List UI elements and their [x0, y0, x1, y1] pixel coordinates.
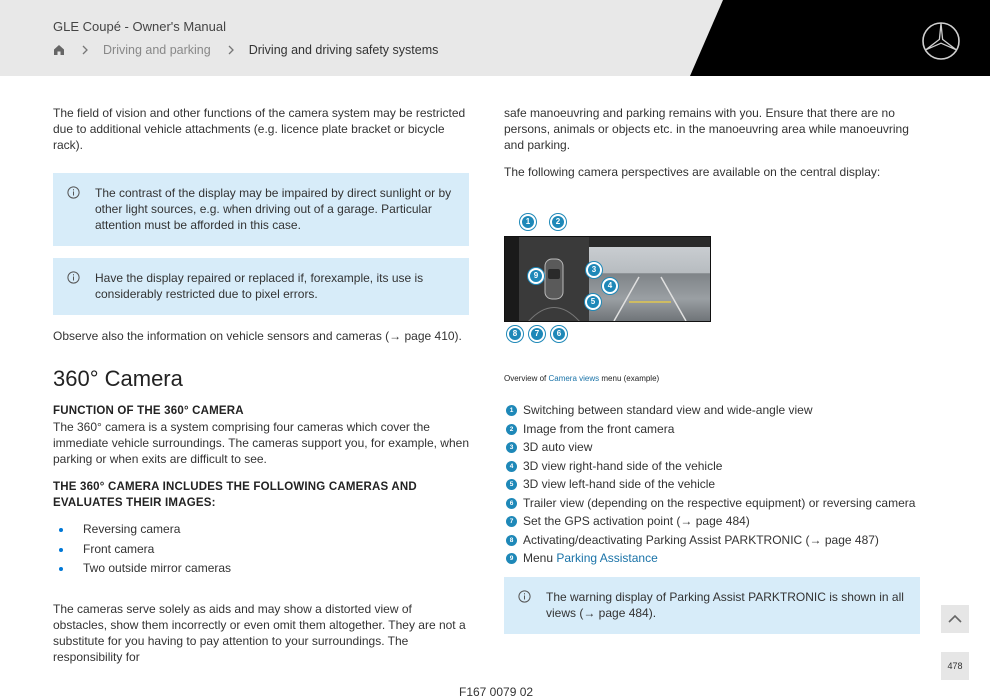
page-number-button[interactable]: 478	[941, 652, 969, 680]
display-sidebar	[505, 237, 519, 322]
caption-text: Overview of	[504, 374, 547, 383]
home-icon[interactable]	[53, 44, 65, 56]
breadcrumb	[53, 42, 438, 58]
legend-text: 3D auto view	[523, 440, 593, 454]
legend-text: Trailer view (depending on the respective equipment) or reversing camera	[523, 495, 916, 510]
figure-id: F167 0079 02	[459, 685, 534, 699]
info-icon	[518, 590, 531, 603]
right-column	[504, 105, 920, 180]
note-box-contrast	[53, 173, 469, 246]
chevron-right-icon	[227, 45, 235, 55]
function-paragraph: The 360° camera is a system comprising four cameras which cover the immediate vehicle surroundings. The cameras support you, for example, when parking or when exits are difficult to see.	[53, 420, 469, 466]
function-heading: FUNCTION OF THE 360° CAMERA	[53, 405, 244, 417]
caption-text: menu (example)	[601, 374, 660, 383]
legend-text: Menu	[523, 551, 554, 565]
callout-6: 6	[551, 326, 567, 342]
intro-paragraph: The field of vision and other functions of the camera system may be restricted due to additional vehicle attachments (e.g. licence plate bracket or bicycle rack).	[53, 106, 466, 152]
includes-heading: THE 360° CAMERA INCLUDES THE FOLLOWING CAMERAS AND EVALUATES THEIR IMAGES:	[53, 481, 417, 509]
legend-text: Image from the front camera	[523, 421, 675, 436]
callout-7: 7	[529, 326, 545, 342]
list-item: Reversing camera	[55, 520, 469, 540]
scroll-to-top-button[interactable]	[941, 605, 969, 633]
number-badge: 1	[506, 405, 517, 416]
number-badge: 4	[506, 461, 517, 472]
note-box-parktronic	[504, 577, 920, 634]
list-item	[504, 457, 924, 476]
info-icon	[67, 186, 80, 199]
callout-3: 3	[586, 262, 602, 278]
number-badge: 7	[506, 516, 517, 527]
number-badge: 3	[506, 442, 517, 453]
parking-assistance-link[interactable]: Parking Assistance	[556, 551, 658, 565]
note-text: The warning display of Parking Assist PARKTRONIC is shown in all views (→ page 484).	[546, 590, 904, 620]
breadcrumb-current: Driving and driving safety systems	[248, 43, 439, 57]
legend-text: Activating/deactivating Parking Assist PARKTRONIC (→ page 487)	[523, 532, 879, 547]
number-badge: 8	[506, 535, 517, 546]
list-item	[504, 549, 924, 568]
list-item	[504, 401, 924, 420]
number-badge: 5	[506, 479, 517, 490]
callout-2: 2	[550, 214, 566, 230]
mercedes-star-logo[interactable]	[921, 21, 961, 61]
camera-views-figure	[504, 210, 724, 350]
legend-text: 3D view right-hand side of the vehicle	[523, 458, 723, 473]
camera-list	[55, 520, 469, 579]
list-item: Front camera	[55, 540, 469, 560]
note-text: Have the display repaired or replaced if, forexample, its use is considerably restricted due to pixel errors.	[95, 271, 424, 301]
section-title: 360° Camera	[53, 366, 183, 391]
callout-5: 5	[585, 294, 601, 310]
left-column	[53, 105, 469, 665]
number-badge: 2	[506, 424, 517, 435]
page-header	[0, 0, 990, 76]
continued-paragraph: safe manoeuvring and parking remains with you. Ensure that there are no persons, animals or objects etc. in the manoeuvring area while manoeuvring and parking.	[504, 106, 909, 152]
perspectives-paragraph: The following camera perspectives are available on the central display:	[504, 165, 881, 179]
info-icon	[67, 271, 80, 284]
list-item	[504, 512, 924, 531]
list-item: Two outside mirror cameras	[55, 559, 469, 579]
callout-9: 9	[528, 268, 544, 284]
number-badge: 6	[506, 498, 517, 509]
callout-1: 1	[520, 214, 536, 230]
camera-views-legend	[504, 401, 924, 568]
chevron-up-icon	[941, 605, 969, 633]
aids-paragraph: The cameras serve solely as aids and may show a distorted view of obstacles, show them incorrectly or even omit them altogether. They are not a substitute for you having to pay attention to your surroundings. The responsibility for	[53, 601, 466, 664]
observe-paragraph: Observe also the information on vehicle sensors and cameras (→ page 410).	[53, 329, 462, 343]
manual-title: GLE Coupé - Owner's Manual	[53, 19, 227, 34]
caption-link[interactable]: Camera views	[548, 374, 600, 383]
callout-8: 8	[507, 326, 523, 342]
list-item	[504, 420, 924, 439]
legend-text: Switching between standard view and wide-angle view	[523, 403, 813, 417]
list-item	[504, 531, 924, 550]
legend-text: 3D view left-hand side of the vehicle	[523, 477, 716, 491]
callout-4: 4	[602, 278, 618, 294]
list-item	[504, 438, 924, 457]
legend-text: Set the GPS activation point (→ page 484)	[523, 514, 750, 528]
list-item	[504, 475, 924, 494]
chevron-right-icon	[81, 45, 89, 55]
figure-caption	[504, 374, 659, 383]
list-item	[504, 494, 924, 513]
note-text: The contrast of the display may be impaired by direct sunlight or by other light sources, e.g. when driving out of a garage. Particular attention must be afforded in this case.	[95, 186, 452, 232]
note-box-pixel-errors	[53, 258, 469, 315]
breadcrumb-driving-and-parking[interactable]: Driving and parking	[103, 43, 211, 57]
number-badge: 9	[506, 553, 517, 564]
